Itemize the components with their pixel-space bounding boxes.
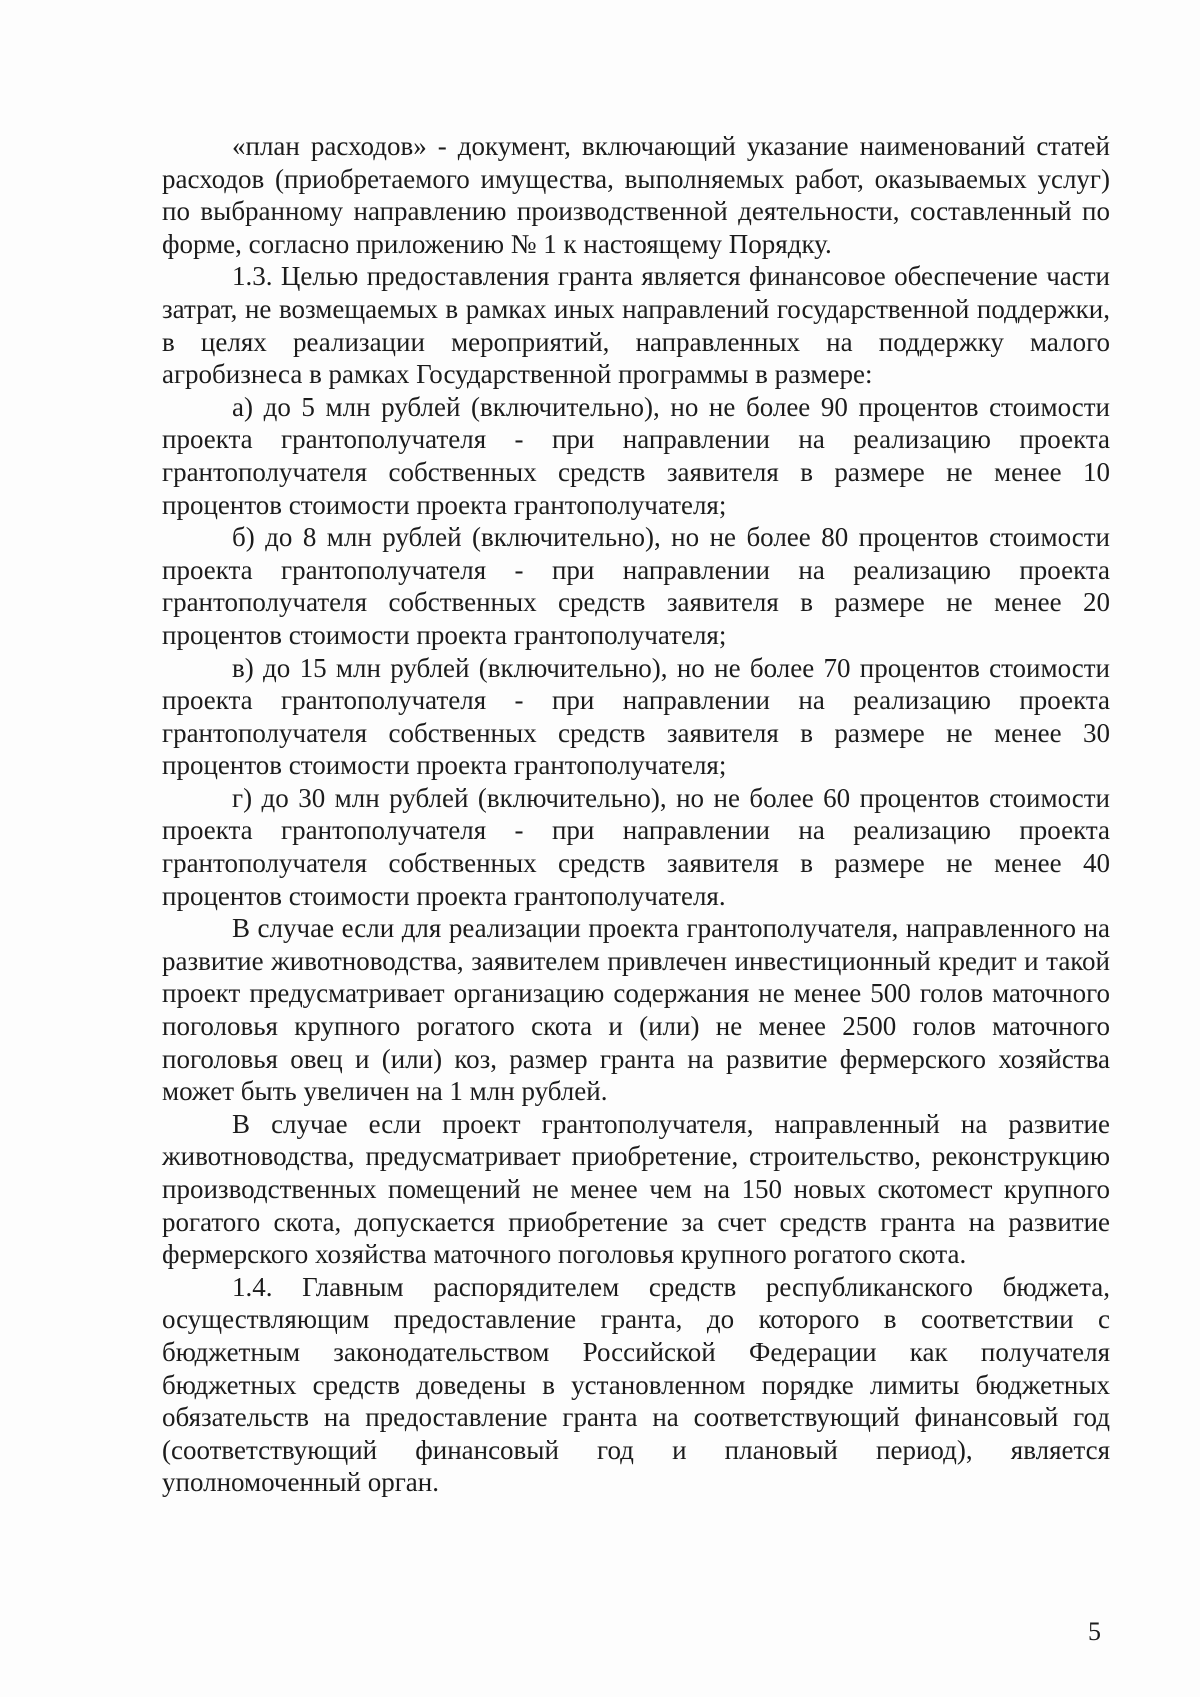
paragraph-item-v: в) до 15 млн рублей (включительно), но не более 70 процентов стоимости проекта грантополучателя - при направлении на реализацию проекта грантополучателя собственных средств заявителя в размере не менее 30 процентов стоимости проекта грантополучателя; <box>162 652 1110 781</box>
paragraph-livestock-project-case: В случае если проект грантополучателя, направленный на развитие животноводства, предусматривает приобретение, строительство, реконструкцию производственных помещений не менее чем на 150 новых скотомест крупного рогатого скота, допускается приобретение за счет средств гранта на развитие фермерского хозяйства маточного поголовья крупного рогатого скота. <box>162 1108 1110 1270</box>
paragraph-expense-plan-definition: «план расходов» - документ, включающий указание наименований статей расходов (приобретаемого имущества, выполняемых работ, оказываемых услуг) по выбранному направлению производственной деятельности, составленный по форме, согласно приложению № 1 к настоящему Порядку. <box>162 131 1110 259</box>
paragraph-1-3-grant-purpose: 1.3. Целью предоставления гранта является финансовое обеспечение части затрат, не возмещаемых в рамках иных направлений государственной поддержки, в целях реализации мероприятий, направленных на поддержку малого агробизнеса в рамках Государственной программы в размере: <box>162 261 1110 390</box>
page-number: 5 <box>1088 1617 1101 1646</box>
document-body <box>162 130 1110 1499</box>
paragraph-item-a: а) до 5 млн рублей (включительно), но не более 90 процентов стоимости проекта грантополучателя - при направлении на реализацию проекта грантополучателя собственных средств заявителя в размере не менее 10 процентов стоимости проекта грантополучателя; <box>162 391 1110 520</box>
paragraph-investment-credit-case: В случае если для реализации проекта грантополучателя, направленного на развитие животноводства, заявителем привлечен инвестиционный кредит и такой проект предусматривает организацию содержания не менее 500 голов маточного поголовья крупного рогатого скота и (или) не менее 2500 голов маточного поголовья овец и (или) коз, размер гранта на развитие фермерского хозяйства может быть увеличен на 1 млн рублей. <box>162 913 1110 1107</box>
paragraph-item-b: б) до 8 млн рублей (включительно), но не более 80 процентов стоимости проекта грантополучателя - при направлении на реализацию проекта грантополучателя собственных средств заявителя в размере не менее 20 процентов стоимости проекта грантополучателя; <box>162 522 1110 650</box>
paragraph-1-4-budget-manager: 1.4. Главным распорядителем средств республиканского бюджета, осуществляющим предоставление гранта, до которого в соответствии с бюджетным законодательством Российской Федерации как получателя бюджетных средств доведены в установленном порядке лимиты бюджетных обязательств на предоставление гранта на соответствующий финансовый год (соответствующий финансовый год и плановый период), является уполномоченный орган. <box>162 1271 1110 1498</box>
paragraph-item-g: г) до 30 млн рублей (включительно), но не более 60 процентов стоимости проекта грантополучателя - при направлении на реализацию проекта грантополучателя собственных средств заявителя в размере не менее 40 процентов стоимости проекта грантополучателя. <box>162 782 1110 911</box>
